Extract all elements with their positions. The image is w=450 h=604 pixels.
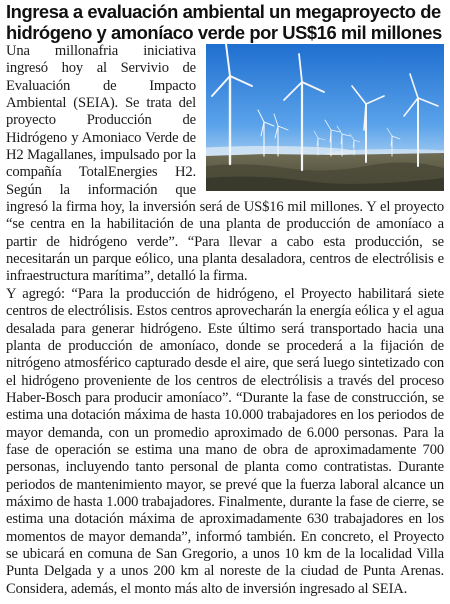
paragraph-2: Y agregó: “Para la producción de hidrógeno, el Proyecto habilitará siete centros de electrólisis. Estos centros aprovecharán la energía eólica y el agua desalada para generar hidrógeno. Este último será transportado hacia una planta de producción de amoníaco, donde se procederá a la fijación de nitrógeno atmosférico capturado desde el aire, que será luego sintetizado con el hidrógeno proveniente de los centros de electrólisis a través del proceso Haber-Bosch para producir amoníaco”. “Durante la fase de construcción, se estima una dotación máxima de hasta 10.000 trabajadores en los periodos de mayor demanda, con un promedio aproximado de 6.000 personas. Para la fase de operación se estima una mano de obra de aproximadamente 700 personas, incluyendo tanto personal de planta como contratistas. Durante periodos de mantenimiento mayor, se prevé que la fuerza laboral alcance un máximo de hasta 1.000 trabajadores. Finalmente, durante la fase de cierre, se estima una dotación máxima de aproximadamente 630 trabajadores en los momentos de mayor demanda”, informó también. En concreto, el Proyecto se ubicará en comuna de San Gregorio, a unos 10 km de la localidad Villa Punta Delgada y a unos 200 km al noreste de la ciudad de Punta Arenas. Considera, además, el monto más alto de inversión ingresado al SEIA.: [6, 285, 444, 597]
article-body: [6, 43, 444, 598]
headline: [6, 0, 444, 43]
wind-farm-photo: [206, 44, 444, 191]
paragraph-1: Una millonafria iniciativa ingresó hoy al Servivio de Evaluación de Impacto Ambiental (SEIA). Se trata del proyecto Producción de Hidrógeno y Amoniaco Verde de H2 Magallanes, impulsado por la compañía TotalEnergies H2. Según la información que ingresó la firma hoy, la inversión será de US$16 mil millones. Y el proyecto “se centra en la habilitación de una planta de producción de amoníaco a partir de hidrógeno verde”. “Para llevar a cabo esta producción, se necesitarán un parque eólico, una planta desaladora, centros de electrólisis e infraestructura marítima”, detalló la firma.: [6, 43, 444, 285]
headline-line-2: hidrógeno y amoníaco verde por US$16 mil millones: [6, 22, 442, 43]
headline-line-1: Ingresa a evaluación ambiental un megaproyecto de: [6, 1, 441, 22]
